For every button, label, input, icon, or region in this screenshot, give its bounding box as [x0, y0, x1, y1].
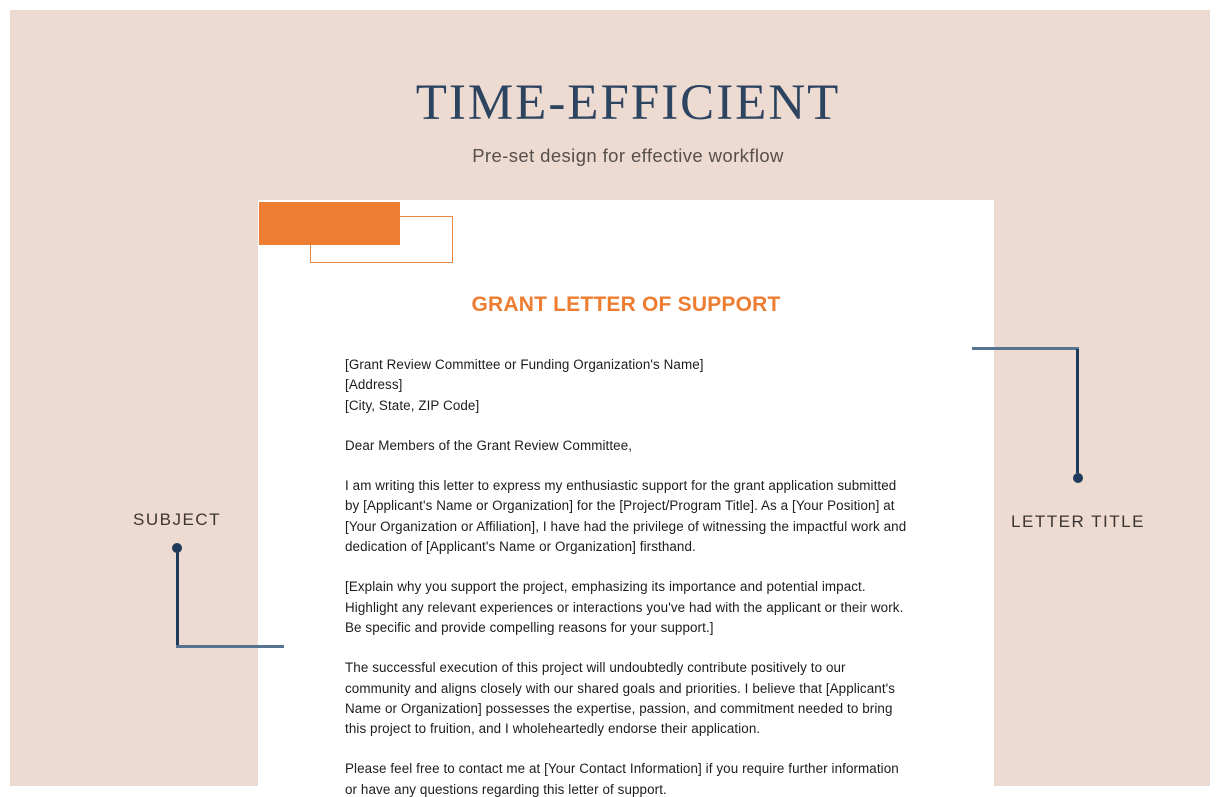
recipient-line: [Address] [345, 377, 403, 393]
letter-paragraph: [Explain why you support the project, emphasizing its importance and potential impact. Highlight any relevant experiences or interactions you've had with the applicant or their work. Be specific and provide compelling reasons for your support.] [345, 579, 904, 635]
subject-connector-hline [176, 645, 284, 648]
letter-title-label: LETTER TITLE [1011, 512, 1145, 531]
subject-label: SUBJECT [133, 510, 221, 529]
recipient-line: [City, State, ZIP Code] [345, 397, 480, 413]
recipient-block [345, 355, 909, 416]
document-page [258, 200, 994, 797]
letter-body [345, 355, 909, 797]
page-subtitle: Pre-set design for effective workflow [472, 145, 784, 166]
page-title: TIME-EFFICIENT [415, 75, 841, 131]
letter-title-connector-vline [1076, 349, 1079, 473]
subject-connector-vline [176, 550, 179, 648]
letter-paragraph: The successful execution of this project will undoubtedly contribute positively to our community and aligns closely with our shared goals and priorities. I believe that [Applicant's Name or Organization] possesses the expertise, passion, and commitment needed to bring this project to fruition, and I wholeheartedly endorse their application. [345, 660, 896, 737]
recipient-line: [Grant Review Committee or Funding Organization's Name] [345, 357, 704, 372]
letter-title-connector-dot [1073, 473, 1083, 483]
document-heading: GRANT LETTER OF SUPPORT [471, 293, 781, 316]
letter-paragraph: Please feel free to contact me at [Your Contact Information] if you require further information or have any questions regarding this letter of support. [345, 761, 899, 797]
letter-title-connector-hline [972, 347, 1079, 350]
accent-rect-filled [259, 202, 400, 245]
header [28, 0, 1220, 167]
letter-paragraph: I am writing this letter to express my enthusiastic support for the grant application submitted by [Applicant's Name or Organization] for the [Project/Program Title]. As a [Your Position] at [Your Organization or Affiliation], I have had the privilege of witnessing the impactful work and dedication of [Applicant's Name or Organization] firsthand. [345, 478, 907, 555]
salutation: Dear Members of the Grant Review Committee, [345, 437, 633, 453]
